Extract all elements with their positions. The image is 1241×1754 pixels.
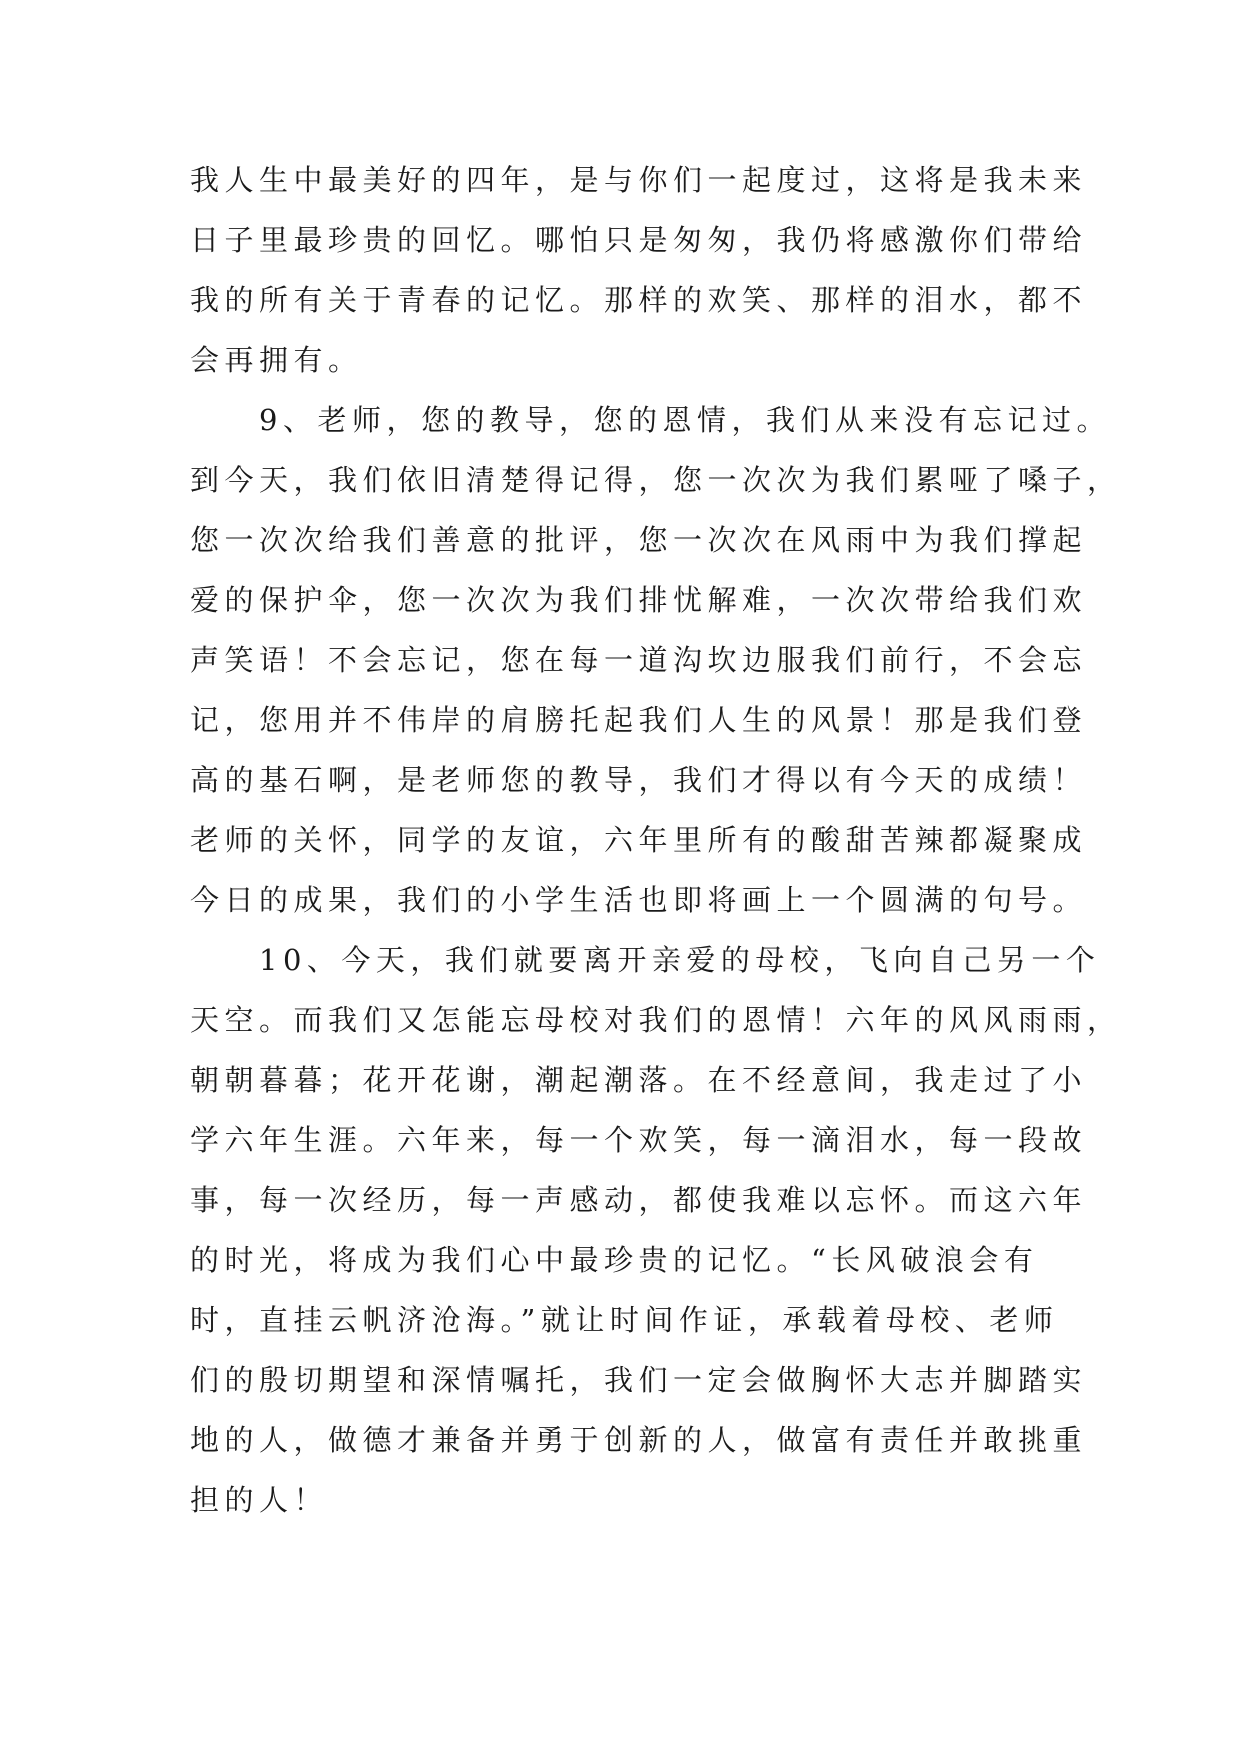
text-line: 高的基石啊，是老师您的教导，我们才得以有今天的成绩！ (190, 763, 1088, 797)
paragraph-10-first-line: 10、今天，我们就要离开亲爱的母校，飞向自己另一个 (190, 943, 1101, 977)
text-line: 声笑语！不会忘记，您在每一道沟坎边服我们前行，不会忘 (190, 643, 1088, 677)
text-line: 们的殷切期望和深情嘱托，我们一定会做胸怀大志并脚踏实 (190, 1363, 1088, 1397)
text-line: 地的人，做德才兼备并勇于创新的人，做富有责任并敢挑重 (190, 1423, 1088, 1457)
text-line: 天空。而我们又怎能忘母校对我们的恩情！六年的风风雨雨， (190, 1003, 1122, 1037)
text-line: 担的人！ (190, 1483, 329, 1517)
text-line: 记，您用并不伟岸的肩膀托起我们人生的风景！那是我们登 (190, 703, 1088, 737)
text-line: 今日的成果，我们的小学生活也即将画上一个圆满的句号。 (190, 883, 1088, 917)
text-line: 日子里最珍贵的回忆。哪怕只是匆匆，我仍将感激你们带给 (190, 223, 1088, 257)
text-line: 时，直挂云帆济沧海。”就让时间作证，承载着母校、老师 (190, 1303, 1059, 1337)
text-line: 会再拥有。 (190, 343, 363, 377)
paragraph-9-first-line: 9、老师，您的教导，您的恩情，我们从来没有忘记过。 (190, 403, 1111, 437)
text-line: 事，每一次经历，每一声感动，都使我难以忘怀。而这六年 (190, 1183, 1088, 1217)
text-line: 您一次次给我们善意的批评，您一次次在风雨中为我们撑起 (190, 523, 1088, 557)
body-text (190, 160, 1122, 1540)
text-line: 的时光，将成为我们心中最珍贵的记忆。“长风破浪会有 (190, 1243, 1039, 1277)
text-line: 我的所有关于青春的记忆。那样的欢笑、那样的泪水，都不 (190, 283, 1088, 317)
text-line: 朝朝暮暮；花开花谢，潮起潮落。在不经意间，我走过了小 (190, 1063, 1088, 1097)
text-line: 老师的关怀，同学的友谊，六年里所有的酸甜苦辣都凝聚成 (190, 823, 1088, 857)
text-line: 学六年生涯。六年来，每一个欢笑，每一滴泪水，每一段故 (190, 1123, 1088, 1157)
text-line: 到今天，我们依旧清楚得记得，您一次次为我们累哑了嗓子， (190, 463, 1122, 497)
text-line: 爱的保护伞，您一次次为我们排忧解难，一次次带给我们欢 (190, 583, 1088, 617)
text-line: 我人生中最美好的四年，是与你们一起度过，这将是我未来 (190, 163, 1088, 197)
